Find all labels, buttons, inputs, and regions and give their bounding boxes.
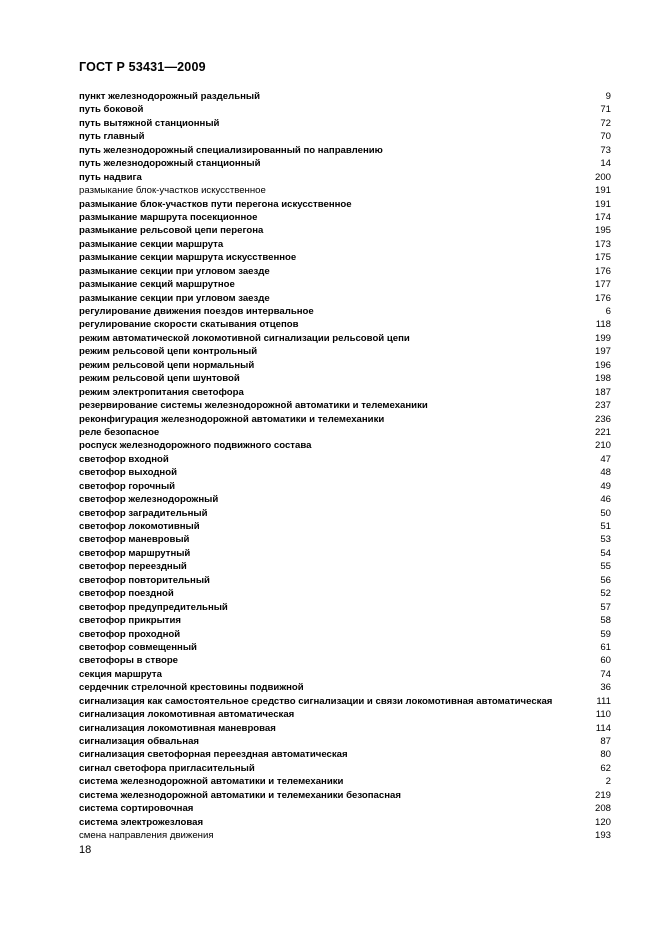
- index-term: размыкание секций маршрутное: [79, 279, 235, 291]
- index-page-ref: 195: [594, 225, 611, 237]
- index-entry: [79, 198, 611, 211]
- index-page-ref: 51: [600, 521, 611, 532]
- index-page-ref: 111: [596, 695, 611, 707]
- index-entry: [79, 305, 611, 318]
- index-page-ref: 36: [600, 682, 611, 694]
- index-entry: [79, 668, 611, 681]
- index-page-ref: 176: [594, 265, 611, 277]
- index-page-ref: 87: [600, 736, 611, 747]
- index-entry: [79, 748, 611, 761]
- index-entry: [79, 493, 611, 506]
- index-term: светофор переездный: [79, 561, 187, 573]
- index-page-ref: 62: [600, 762, 611, 774]
- index-page-ref: 200: [594, 171, 611, 183]
- index-term: размыкание секции маршрута: [79, 238, 224, 250]
- index-term: система железнодорожной автоматики и телемеханики безопасная: [79, 789, 401, 801]
- index-term: светофор горочный: [79, 480, 176, 492]
- index-page-ref: 71: [600, 104, 611, 116]
- index-term: светофор проходной: [79, 628, 181, 640]
- index-page-ref: 58: [600, 615, 611, 627]
- index-page-ref: 176: [594, 292, 611, 304]
- index-page-ref: 73: [600, 144, 611, 156]
- index-entry: [79, 507, 611, 520]
- index-term: роспуск железнодорожного подвижного состава: [79, 440, 312, 452]
- index-entry: [79, 775, 611, 788]
- index-term: размыкание секции маршрута искусственное: [79, 252, 297, 264]
- index-entry: [79, 722, 611, 735]
- index-entry: [79, 171, 611, 184]
- index-page-ref: 198: [594, 373, 611, 385]
- index-term: система электрожезловая: [79, 816, 204, 828]
- index-entry: [79, 560, 611, 573]
- index-term: светофор совмещенный: [79, 641, 197, 653]
- index-entry: [79, 695, 611, 708]
- index-page-ref: 191: [594, 198, 611, 210]
- index-term: система сортировочная: [79, 803, 194, 815]
- index-entry: [79, 144, 611, 157]
- index-term: регулирование скорости скатывания отцепов: [79, 319, 299, 331]
- index-entry: [79, 453, 611, 466]
- index-term: светофор локомотивный: [79, 521, 200, 532]
- index-term: резервирование системы железнодорожной автоматики и телемеханики: [79, 400, 428, 412]
- index-entry: [79, 211, 611, 224]
- index-page-ref: 55: [600, 561, 611, 573]
- index-term: светофоры в створе: [79, 655, 179, 667]
- index-page-ref: 114: [595, 722, 611, 734]
- index-term: путь боковой: [79, 104, 144, 116]
- index-term: смена направления движения: [79, 830, 214, 842]
- index-term: путь надвига: [79, 171, 142, 183]
- index-term: сигнализация светофорная переездная автоматическая: [79, 749, 348, 761]
- index-page-ref: 56: [600, 574, 611, 586]
- index-term: сигнализация как самостоятельное средство сигнализации и связи локомотивная автоматическая: [79, 695, 553, 707]
- index-term: размыкание секции при угловом заезде: [79, 265, 270, 277]
- index-page-ref: 74: [600, 668, 611, 680]
- index-entry: [79, 265, 611, 278]
- index-term: размыкание секции при угловом заезде: [79, 292, 270, 304]
- index-page-ref: 173: [594, 238, 611, 250]
- index-entry: [79, 117, 611, 130]
- index-term: режим рельсовой цепи шунтовой: [79, 373, 240, 385]
- index-term: путь железнодорожный станционный: [79, 158, 261, 170]
- index-term: светофор выходной: [79, 467, 177, 479]
- index-page-ref: 120: [594, 816, 611, 828]
- index-term: размыкание маршрута посекционное: [79, 211, 258, 223]
- index-page-ref: 210: [594, 440, 611, 452]
- index-page-ref: 60: [600, 655, 611, 667]
- index-entry: [79, 708, 611, 721]
- index-term: реконфигурация железнодорожной автоматики и телемеханики: [79, 413, 385, 425]
- index-entry: [79, 278, 611, 291]
- index-entry: [79, 157, 611, 170]
- index-entry: [79, 601, 611, 614]
- index-term: размыкание рельсовой цепи перегона: [79, 225, 264, 237]
- index-page-ref: 236: [594, 413, 611, 425]
- index-term: светофор входной: [79, 453, 169, 465]
- index-page-ref: 175: [594, 252, 611, 264]
- index-entry: [79, 533, 611, 546]
- index-page-ref: 49: [600, 480, 611, 492]
- index-page-ref: 52: [600, 588, 611, 600]
- index-entry: [79, 318, 611, 331]
- index-entry: [79, 399, 611, 412]
- index-term: путь железнодорожный специализированный по направлению: [79, 144, 383, 156]
- index-page-ref: 54: [600, 547, 611, 559]
- index-term: секция маршрута: [79, 668, 162, 680]
- index-entry: [79, 547, 611, 560]
- index-term: сигнализация локомотивная автоматическая: [79, 709, 295, 721]
- index-entry: [79, 520, 611, 533]
- index-page-ref: 57: [600, 601, 611, 613]
- index-entry: [79, 359, 611, 372]
- index-term: сердечник стрелочной крестовины подвижной: [79, 682, 304, 694]
- index-page-ref: 208: [594, 803, 611, 815]
- index-entry: [79, 292, 611, 305]
- index-page-ref: 199: [594, 332, 611, 344]
- index-entry: [79, 762, 611, 775]
- index-term: светофор маршрутный: [79, 547, 191, 559]
- index-page-ref: 187: [594, 386, 611, 398]
- index-term: реле безопасное: [79, 426, 160, 438]
- index-entry: [79, 466, 611, 479]
- index-entry: [79, 735, 611, 748]
- index-term: светофор предупредительный: [79, 601, 228, 613]
- index-entry: [79, 587, 611, 600]
- index-entry: [79, 345, 611, 358]
- index-entry: [79, 628, 611, 641]
- index-page-ref: 14: [600, 158, 611, 170]
- index-entry: [79, 103, 611, 116]
- index-page-ref: 174: [594, 211, 611, 223]
- index-term: система железнодорожной автоматики и телемеханики: [79, 776, 344, 788]
- index-term: светофор заградительный: [79, 507, 208, 519]
- index-page-ref: 53: [600, 534, 611, 546]
- index-page-ref: 80: [600, 749, 611, 761]
- document-header: ГОСТ Р 53431—2009: [79, 60, 206, 74]
- index-page-ref: 237: [594, 400, 611, 412]
- index-term: регулирование движения поездов интервальное: [79, 306, 314, 317]
- index-term: режим электропитания светофора: [79, 386, 244, 398]
- index-term: светофор повторительный: [79, 574, 210, 586]
- index-entry: [79, 130, 611, 143]
- index-term: пункт железнодорожный раздельный: [79, 91, 260, 102]
- index-term: светофор железнодорожный: [79, 494, 219, 506]
- index-entry: [79, 439, 611, 452]
- index-entry: [79, 251, 611, 264]
- page-number: 18: [79, 844, 92, 856]
- index-entry: [79, 426, 611, 439]
- index-page-ref: 6: [605, 306, 611, 317]
- index-page-ref: 50: [600, 507, 611, 519]
- index-term: режим автоматической локомотивной сигнализации рельсовой цепи: [79, 332, 410, 344]
- index-entry: [79, 829, 611, 842]
- index-page-ref: 46: [600, 494, 611, 506]
- index-entry: [79, 332, 611, 345]
- index-term: светофор прикрытия: [79, 615, 182, 627]
- index-entry: [79, 413, 611, 426]
- index-term: путь вытяжной станционный: [79, 117, 220, 129]
- index-term: размыкание блок-участков искусственное: [79, 185, 266, 197]
- index-entry: [79, 372, 611, 385]
- index-page-ref: 118: [595, 319, 611, 331]
- index-page-ref: 193: [594, 830, 611, 842]
- index-term: сигнал светофора пригласительный: [79, 762, 255, 774]
- index-page-ref: 110: [595, 709, 611, 721]
- index-page-ref: 48: [600, 467, 611, 479]
- index-page-ref: 61: [600, 641, 611, 653]
- index-entry: [79, 574, 611, 587]
- index-page-ref: 47: [600, 453, 611, 465]
- index-term: сигнализация обвальная: [79, 736, 200, 747]
- index-entry: [79, 802, 611, 815]
- index-term: светофор поездной: [79, 588, 174, 600]
- index-term: светофор маневровый: [79, 534, 190, 546]
- index-term: сигнализация локомотивная маневровая: [79, 722, 276, 734]
- index-page-ref: 197: [594, 346, 611, 358]
- index-entry: [79, 184, 611, 197]
- index-entry: [79, 224, 611, 237]
- index-page-ref: 72: [600, 117, 611, 129]
- index-page-ref: 59: [600, 628, 611, 640]
- index-entry: [79, 238, 611, 251]
- index-page-ref: 221: [594, 426, 611, 438]
- index-entry: [79, 641, 611, 654]
- index-entry: [79, 614, 611, 627]
- index-entry: [79, 480, 611, 493]
- index-entry: [79, 654, 611, 667]
- index-page-ref: 191: [594, 185, 611, 197]
- index-term: режим рельсовой цепи контрольный: [79, 346, 258, 358]
- term-index-list: [79, 90, 611, 843]
- index-term: режим рельсовой цепи нормальный: [79, 359, 255, 371]
- index-entry: [79, 789, 611, 802]
- index-page-ref: 2: [605, 776, 611, 788]
- index-entry: [79, 681, 611, 694]
- index-term: путь главный: [79, 131, 145, 143]
- index-page-ref: 196: [594, 359, 611, 371]
- index-term: размыкание блок-участков пути перегона искусственное: [79, 198, 352, 210]
- index-page-ref: 9: [605, 91, 611, 102]
- index-page-ref: 219: [594, 789, 611, 801]
- index-entry: [79, 90, 611, 103]
- index-page-ref: 70: [600, 131, 611, 143]
- index-entry: [79, 386, 611, 399]
- index-page-ref: 177: [594, 279, 611, 291]
- index-entry: [79, 816, 611, 829]
